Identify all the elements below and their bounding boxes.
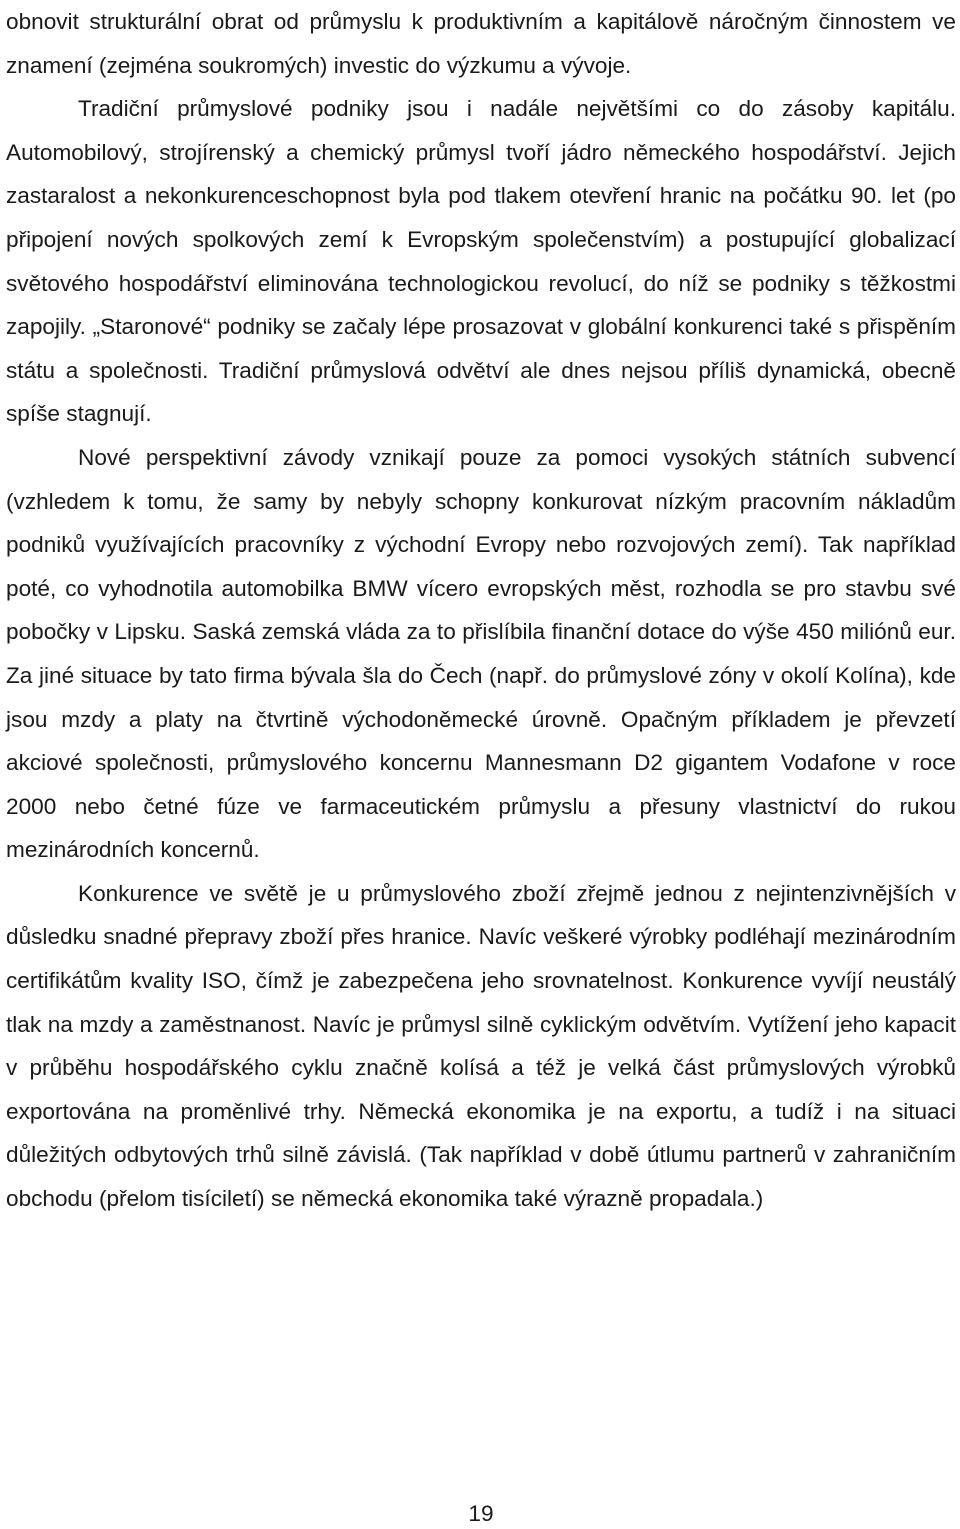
paragraph-1: obnovit strukturální obrat od průmyslu k produktivním a kapitálově náročným činnostem ve znamení (zejména soukromých) investic do výzkumu a vývoje. <box>6 9 956 78</box>
page-number: 19 <box>468 1501 494 1526</box>
paragraph-2: Tradiční průmyslové podniky jsou i nadále největšími co do zásoby kapitálu. Automobilový, strojírenský a chemický průmysl tvoří jádro německého hospodářství. Jejich zastaralost a nekonkurenceschopnost byla pod tlakem otevření hranic na počátku 90. let (po připojení nových spolkových zemí k Evropským společenstvím) a postupující globalizací světového hospodářství eliminována technologickou revolucí, do níž se podniky s těžkostmi zapojily. „Staronové“ podniky se začaly lépe prosazovat v globální konkurenci také s přispěním státu a společnosti. Tradiční průmyslová odvětví ale dnes nejsou příliš dynamická, obecně spíše stagnují. <box>6 96 956 427</box>
paragraph-4: Konkurence ve světě je u průmyslového zboží zřejmě jednou z nejintenzivnějších v důsledku snadné přepravy zboží přes hranice. Navíc veškeré výrobky podléhají mezinárodním certifikátům kvality ISO, čímž je zabezpečena jeho srovnatelnost. Konkurence vyvíjí neustálý tlak na mzdy a zaměstnanost. Navíc je průmysl silně cyklickým odvětvím. Vytížení jeho kapacit v průběhu hospodářského cyklu značně kolísá a též je velká část průmyslových výrobků exportována na proměnlivé trhy. Německá ekonomika je na exportu, a tudíž i na situaci důležitých odbytových trhů silně závislá. (Tak například v době útlumu partnerů v zahraničním obchodu (přelom tisíciletí) se německá ekonomika také výrazně propadala.) <box>6 880 956 1212</box>
document-page <box>6 0 956 1529</box>
paragraph-3: Nové perspektivní závody vznikají pouze za pomoci vysokých státních subvencí (vzhledem k tomu, že samy by nebyly schopny konkurovat nízkým pracovním nákladům podniků využívajících pracovníky z východní Evropy nebo rozvojových zemí). Tak například poté, co vyhodnotila automobilka BMW vícero evropských měst, rozhodla se pro stavbu své pobočky v Lipsku. Saská zemská vláda za to přislíbila finanční dotace do výše 450 miliónů eur. Za jiné situace by tato firma bývala šla do Čech (např. do průmyslové zóny v okolí Kolína), kde jsou mzdy a platy na čtvrtině východoněmecké úrovně. Opačným příkladem je převzetí akciové společnosti, průmyslového koncernu Mannesmann D2 gigantem Vodafone v roce 2000 nebo četné fúze ve farmaceutickém průmyslu a přesuny vlastnictví do rukou mezinárodních koncernů. <box>6 444 956 863</box>
body-text <box>6 0 956 1221</box>
